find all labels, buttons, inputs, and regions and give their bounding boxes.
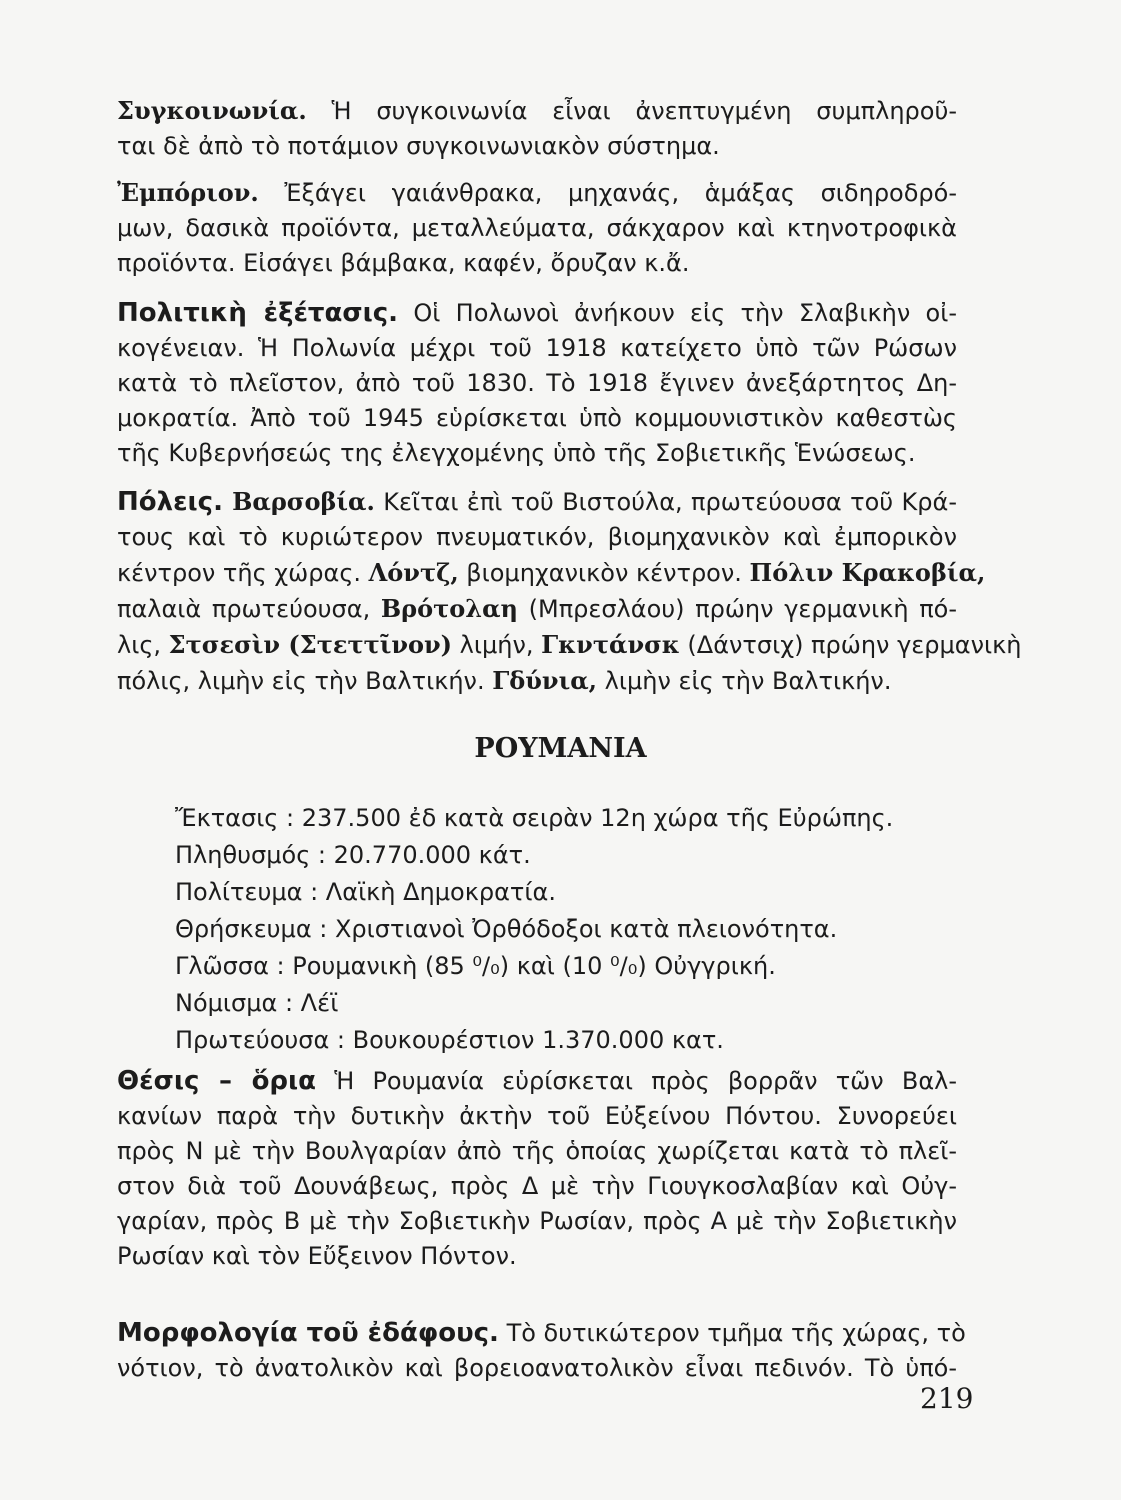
fact-government: Πολίτευμα : Λαϊκὴ Δημοκρατία. (175, 878, 556, 906)
paragraph-communication: Συγκοινωνία. Ἡ συγκοινωνία εἶναι ἀνεπτυγμένη συμπληροῦ- ται δὲ ἀπὸ τὸ ποτάμιον συγκοινωνιακὸν σύστημα. (117, 96, 957, 160)
fact-currency: Νόμισμα : Λέϊ (175, 989, 339, 1017)
heading-politics: Πολιτικὴ ἐξέτασις. (117, 298, 399, 328)
heading-morphology: Μορφολογία τοῦ ἐδάφους. (117, 1318, 499, 1348)
fact-language: Γλῶσσα : Ρουμανικὴ (85 ⁰/₀) καὶ (10 ⁰/₀) Οὐγγρική. (175, 952, 776, 980)
fact-population: Πληθυσμός : 20.770.000 κάτ. (175, 841, 531, 869)
romania-facts (175, 800, 893, 1059)
heading-trade: Ἐμπόριον. (117, 178, 259, 207)
heading-communication: Συγκοινωνία. (117, 96, 307, 125)
paragraph-position: Θέσις – ὅρια Ἡ Ρουμανία εὑρίσκεται πρὸς βορρᾶν τῶν Βαλ- κανίων παρὰ τὴν δυτικὴν ἀκτὴν τοῦ Εὐξείνου Πόντου. Συνορεύει πρὸς Ν μὲ τὴν Βουλγαρίαν ἀπὸ τῆς ὁποίας χωρίζεται κατὰ τὸ πλεῖ- στον διὰ τοῦ Δουνάβεως, πρὸς Δ μὲ τὴν Γιουγκοσλαβίαν καὶ Οὐγ- γαρίαν, πρὸς Β μὲ τὴν Σοβιετικὴν Ρωσίαν, πρὸς Α μὲ τὴν Σοβιετικὴν Ρωσίαν καὶ τὸν Εὔξεινον Πόντον. (117, 1066, 958, 1270)
fact-capital: Πρωτεύουσα : Βουκουρέστιον 1.370.000 κατ. (175, 1026, 724, 1054)
fact-area: Ἔκτασις : 237.500 ἐδ κατὰ σειρὰν 12η χώρα τῆς Εὐρώπης. (175, 804, 894, 832)
paragraph-morphology: Μορφολογία τοῦ ἐδάφους. Τὸ δυτικώτερον τμῆμα τῆς χώρας, τὸ νότιον, τὸ ἀνατολικὸν καὶ βορειοανατολικὸν εἶναι πεδινόν. Τὸ ὑπό- (117, 1318, 966, 1382)
heading-cities: Πόλεις. (117, 487, 223, 517)
fact-religion: Θρήσκευμα : Χριστιανοὶ Ὀρθόδοξοι κατὰ πλειονότητα. (175, 915, 838, 943)
heading-position: Θέσις – ὅρια (117, 1066, 317, 1096)
paragraph-politics: Πολιτικὴ ἐξέτασις. Οἱ Πολωνοὶ ἀνήκουν εἰς τὴν Σλαβικὴν οἰ- κογένειαν. Ἡ Πολωνία μέχρι τοῦ 1918 κατείχετο ὑπὸ τῶν Ρώσων κατὰ τὸ πλεῖστον, ἀπὸ τοῦ 1830. Τὸ 1918 ἔγινεν ἀνεξάρτητος Δη- μοκρατία. Ἀπὸ τοῦ 1945 εὑρίσκεται ὑπὸ κομμουνιστικὸν καθεστὼς τῆς Κυβερνήσεώς της ἐλεγχομένης ὑπὸ τῆς Σοβιετικῆς Ἑνώσεως. (117, 298, 957, 467)
page-number: 219 (920, 1382, 974, 1415)
section-title-romania: ΡΟΥΜΑΝΙΑ (474, 733, 647, 764)
paragraph-trade: Ἐμπόριον. Ἐξάγει γαιάνθρακα, μηχανάς, ἁμάξας σιδηροδρό- μων, δασικὰ προϊόντα, μεταλλεύματα, σάκχαρον καὶ κτηνοτροφικὰ προϊόντα. Εἰσάγει βάμβακα, καφέν, ὄρυζαν κ.ἄ. (117, 178, 957, 277)
paragraph-cities: Πόλεις. Βαρσοβία. Κεῖται ἐπὶ τοῦ Βιστούλα, πρωτεύουσα τοῦ Κρά- τους καὶ τὸ κυριώτερον πνευματικόν, βιομηχανικὸν καὶ ἐμπορικὸν κέντρον τῆς χώρας. Λόντζ, βιομηχανικὸν κέντρον. Πόλιν Κρακοβία, παλαιὰ πρωτεύουσα, Βρότολαη (Μπρεσλάου) πρώην γερμανικὴ πό- λις, Στσεσὶν (Στεττῖνον) λιμήν, Γκντάνσκ (Δάντσιχ) πρώην γερμανικὴ πόλις, λιμὴν εἰς τὴν Βαλτικήν. Γδύνια, λιμὴν εἰς τὴν Βαλτικήν. (117, 487, 1022, 695)
